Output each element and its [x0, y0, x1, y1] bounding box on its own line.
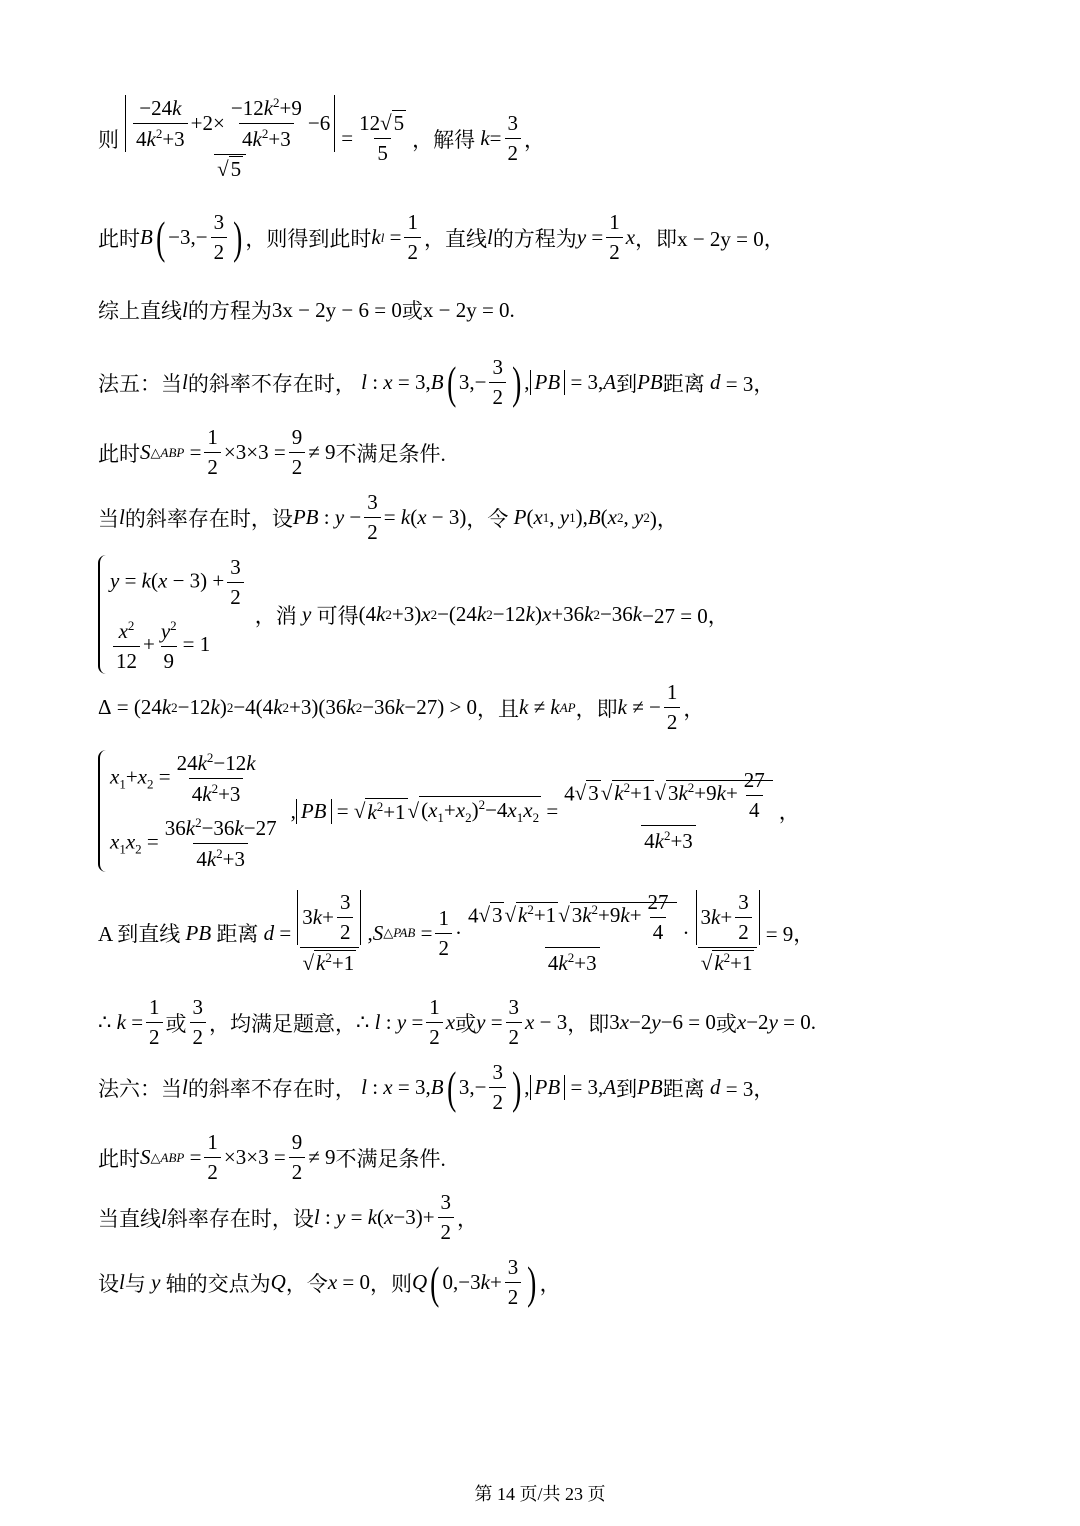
text: ，则得到此时 [245, 226, 372, 251]
text: ，即 [635, 226, 678, 251]
page-footer: 第 14 页/共 23 页 [474, 1484, 606, 1504]
text: 到 [616, 371, 638, 396]
line-2: 此时 B ( −3,− $\frac{3}{2}$ ) ，则得到此时 k l = $\frac{1}{2}$ ，直线 l 的方程为 y = $\frac{1}{2}$ x ，即 x − 2y = 0， [98, 210, 785, 264]
text: 不满足条件. [335, 441, 446, 466]
line-3: 综上直线 l 的方程为 3x − 2y − 6 = 0 或 x − 2y = 0. [98, 295, 515, 325]
line-8: Δ = (24 k 2 −12 k ) 2 −4(4 k 2 +3)(36 k 2 −36 k −27) > 0 ，且 k ≠ k AP ，即 k ≠ − $\frac{1}{2}$ ， [98, 680, 705, 734]
text: 的斜率不存在时， [187, 371, 356, 396]
text: 不满足条件. [335, 1146, 446, 1171]
text: 设 [98, 1271, 119, 1296]
text: 的斜率不存在时， [187, 1076, 356, 1101]
text: 与 [124, 1271, 146, 1296]
text: 的斜率存在时，设 [124, 506, 293, 531]
text: 法六：当 [98, 1076, 182, 1101]
text: ，直线 [423, 226, 487, 251]
text: 轴的交点为 [165, 1271, 271, 1296]
text: 此时 [98, 226, 140, 251]
text: 或 [715, 1011, 737, 1036]
text: ，令 [466, 506, 509, 531]
line-15: 设 l 与 y 轴的交点为 Q ，令 x = 0 ，则 Q ( 0,−3 k + $\frac{3}{2}$ ) ， [98, 1255, 561, 1309]
text: 距离 [216, 922, 259, 946]
text: 综上直线 [98, 299, 182, 323]
text: 此时 [98, 441, 140, 466]
line-4: 法五：当 l 的斜率不存在时， l : x = 3, B ( 3,− $\frac{3}{2}$ ) , PB = 3, A 到 PB 距离 d = 3， [98, 355, 775, 409]
line-10: A 到直线 PB 距离 d = 3 k + $\frac{3}{2}$ √ $k^2+1$ , S △PAB = $\frac{1}{2}$ · 4√ 3√ $k^2+1√$ $3k^2+9k+$ $\frac{27}{4}$ $4k^2+3$ · 3 k + $\frac{3}{2}$ √ $k^2+1$ = 9， [98, 890, 814, 976]
text: 法五：当 [98, 371, 182, 396]
text: 可得 [316, 603, 359, 628]
text: ，即 [575, 696, 618, 721]
text: A 到直线 [98, 922, 181, 946]
text: 距离 [662, 1076, 705, 1101]
text: 此时 [98, 1146, 140, 1171]
text: 或 [455, 1011, 477, 1036]
text: 的方程为 [492, 226, 577, 251]
line-13: 此时 S △ABP = $\frac{1}{2}$ ×3×3 = $\frac{9}{2}$ ≠ 9 不满足条件. [98, 1130, 446, 1184]
text: 当直线 [98, 1206, 161, 1231]
line-5: 此时 S △ABP = $\frac{1}{2}$ ×3×3 = $\frac{9}{2}$ ≠ 9 不满足条件. [98, 425, 446, 479]
line-14: 当直线 l 斜率存在时，设 l : y = k ( x −3)+ $\frac{3}{2}$ ， [98, 1190, 479, 1244]
line-7: y = k(x − 3) + $\frac{3}{2}$ $\frac{x^2}{12}$ + $\frac{y^2}{9}$ = 1 ，消 y 可得 (4 k 2 +3) x 2 −(24 k 2 −12 k ) x +36 k 2 −36 k −27 = 0， [98, 555, 729, 674]
distance-fraction: $\frac{-24k}{4k^2+3}$ +2× $\frac{-12k^2+9}{4k^2+3}$ −6 √ 5 [122, 95, 338, 182]
text: ，则 [370, 1271, 413, 1296]
line-9: $x_1+x_2$ = $\frac{24k^2-12k}{4k^2+3}$ $x_1x_2$ = $\frac{36k^2-36k-27}{4k^2+3}$ , PB = √ $k^2+1$ √ $(x_1+x_2)^2-4x_1x_2$ = 4√ 3√ $k^2+1√$ $3k^2+9k+$ $\frac{27}{4}$ $4k^2+3$ ， [98, 750, 800, 872]
line-12: 法六：当 l 的斜率不存在时， l : x = 3, B ( 3,− $\frac{3}{2}$ ) , PB = 3, A 到 PB 距离 d = 3， [98, 1060, 775, 1114]
text: 或 [401, 299, 423, 323]
equation: x − 2y = 0. [422, 297, 515, 322]
text: ，解得 [412, 127, 476, 152]
text: 当 [98, 506, 119, 531]
equation: x − 2y = 0， [677, 226, 785, 251]
text: ，消 [254, 603, 297, 628]
equation: 3x − 2y − 6 = 0 [271, 297, 402, 322]
text: 或 [165, 1011, 187, 1036]
line-1: 则 $\frac{-24k}{4k^2+3}$ +2× $\frac{-12k^2+9}{4k^2+3}$ −6 √ 5 = $\frac{12√ 5}{5}$ ，解得 k = $\frac{3}{2}$ ， [98, 95, 545, 182]
text: 到 [616, 1076, 638, 1101]
text: ，令 [285, 1271, 328, 1296]
line-11: ∴ k = $\frac{1}{2}$ 或 $\frac{3}{2}$ ，均满足题意， ∴ l : y = $\frac{1}{2}$ x 或 y = $\frac{3}{2}$ x − 3 ，即 3 x −2 y −6 = 0 或 x −2 y = 0. [98, 995, 816, 1049]
text: 距离 [662, 371, 705, 396]
text: 则 [98, 127, 119, 152]
text: ，即 [567, 1011, 610, 1036]
text: ，均满足题意， [209, 1011, 357, 1036]
text: 斜率存在时，设 [166, 1206, 314, 1231]
text: 的方程为 [187, 299, 272, 323]
text: ，且 [477, 696, 520, 721]
line-6: 当 l 的斜率存在时，设 PB : y − $\frac{3}{2}$ = k ( x − 3) ，令 P ( x 1 , y 1 ), B ( x 2 , y 2 )， [98, 490, 678, 544]
